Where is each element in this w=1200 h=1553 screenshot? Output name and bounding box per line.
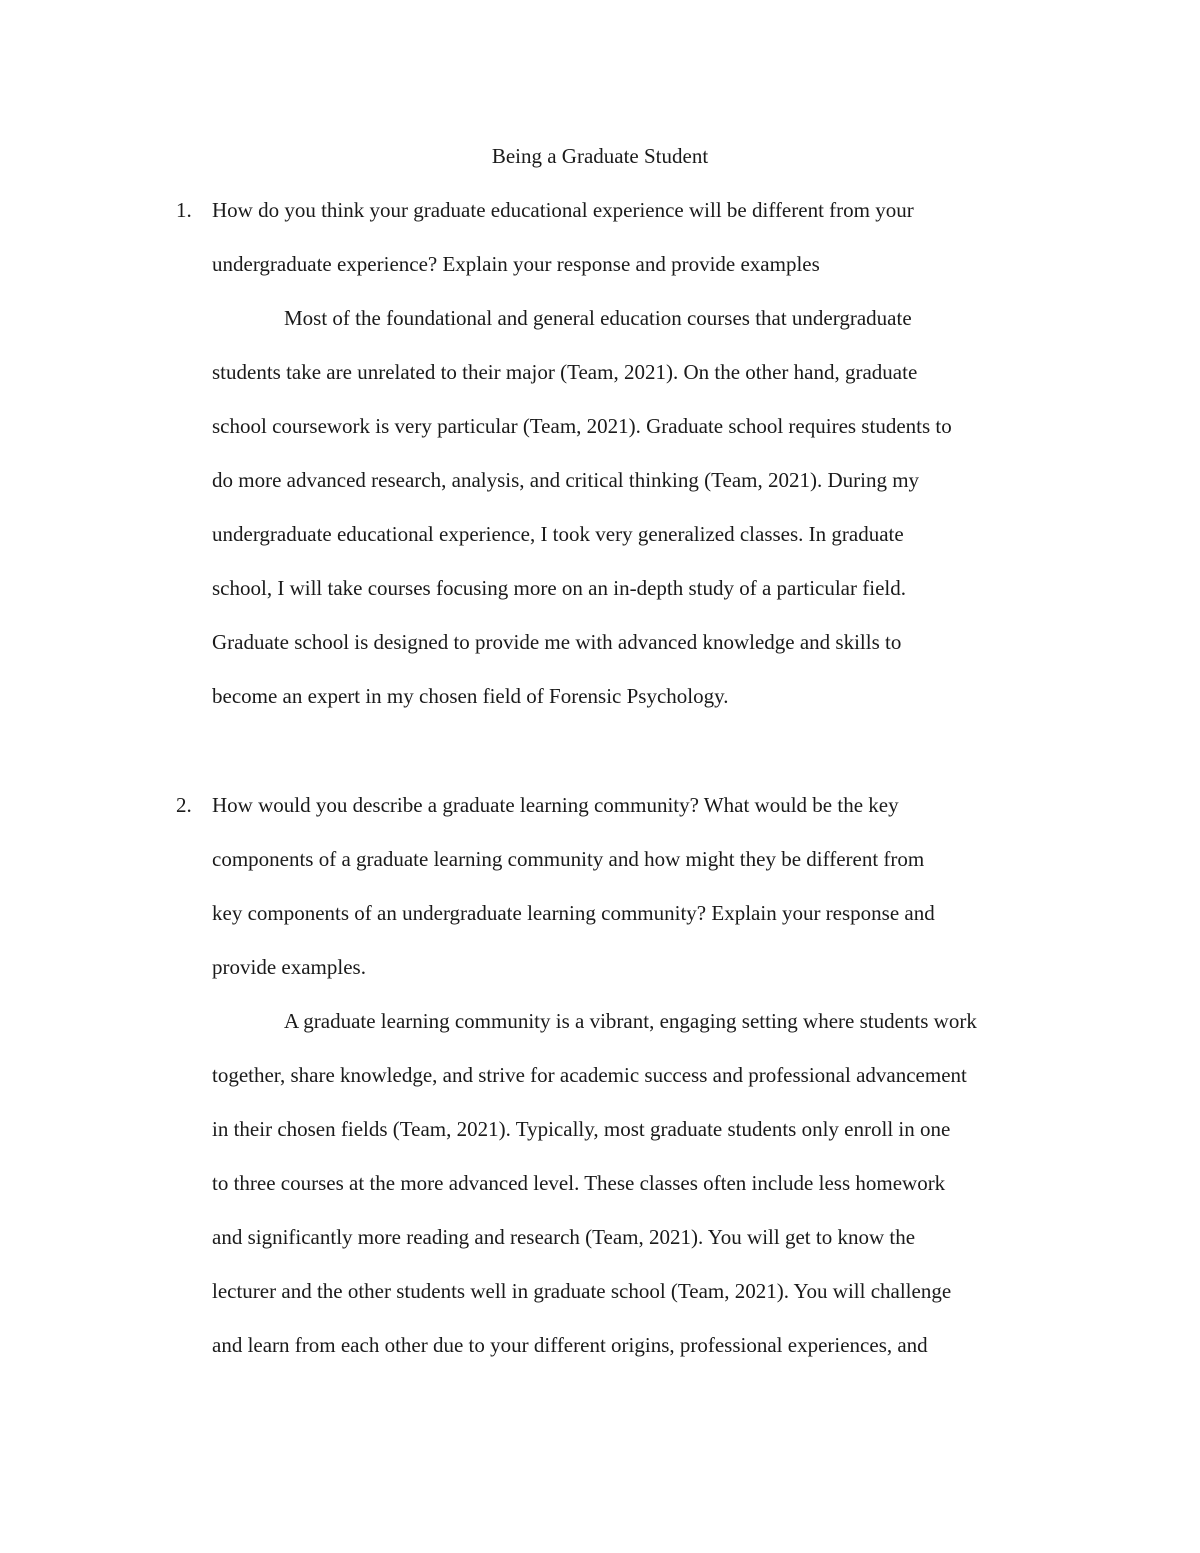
question-2-prompt-line: components of a graduate learning community and how might they be different from <box>212 847 925 871</box>
page-title: Being a Graduate Student <box>491 144 709 168</box>
answer-1-line: Most of the foundational and general education courses that undergraduate <box>284 306 912 330</box>
answer-2-line: together, share knowledge, and strive for academic success and professional advancement <box>212 1063 967 1087</box>
answer-1-line: school coursework is very particular (Team, 2021). Graduate school requires students to <box>212 414 952 438</box>
answer-2-line: in their chosen fields (Team, 2021). Typically, most graduate students only enroll in one <box>212 1117 951 1141</box>
answer-1-line: become an expert in my chosen field of Forensic Psychology. <box>212 684 729 708</box>
answer-1-line: school, I will take courses focusing more on an in-depth study of a particular field. <box>212 576 906 600</box>
answer-1-line: undergraduate educational experience, I took very generalized classes. In graduate <box>212 522 904 546</box>
question-2-prompt-line: How would you describe a graduate learning community? What would be the key <box>212 793 899 817</box>
answer-2-line: lecturer and the other students well in graduate school (Team, 2021). You will challenge <box>212 1279 952 1303</box>
question-1-number: 1. <box>176 198 192 222</box>
question-2-number: 2. <box>176 793 192 817</box>
answer-2-line: to three courses at the more advanced level. These classes often include less homework <box>212 1171 946 1195</box>
question-2-prompt-line: provide examples. <box>212 955 366 979</box>
answer-1-line: Graduate school is designed to provide me with advanced knowledge and skills to <box>212 630 902 654</box>
answer-1-line: students take are unrelated to their major (Team, 2021). On the other hand, graduate <box>212 360 918 384</box>
answer-2-line: A graduate learning community is a vibrant, engaging setting where students work <box>284 1009 977 1033</box>
answer-2-line: and significantly more reading and research (Team, 2021). You will get to know the <box>212 1225 916 1249</box>
question-2-prompt-line: key components of an undergraduate learning community? Explain your response and <box>212 901 935 925</box>
question-1-prompt-line: undergraduate experience? Explain your response and provide examples <box>212 252 820 276</box>
question-1-prompt-line: How do you think your graduate educational experience will be different from your <box>212 198 914 222</box>
answer-2-line: and learn from each other due to your different origins, professional experiences, and <box>212 1333 928 1357</box>
answer-1-line: do more advanced research, analysis, and critical thinking (Team, 2021). During my <box>212 468 920 492</box>
